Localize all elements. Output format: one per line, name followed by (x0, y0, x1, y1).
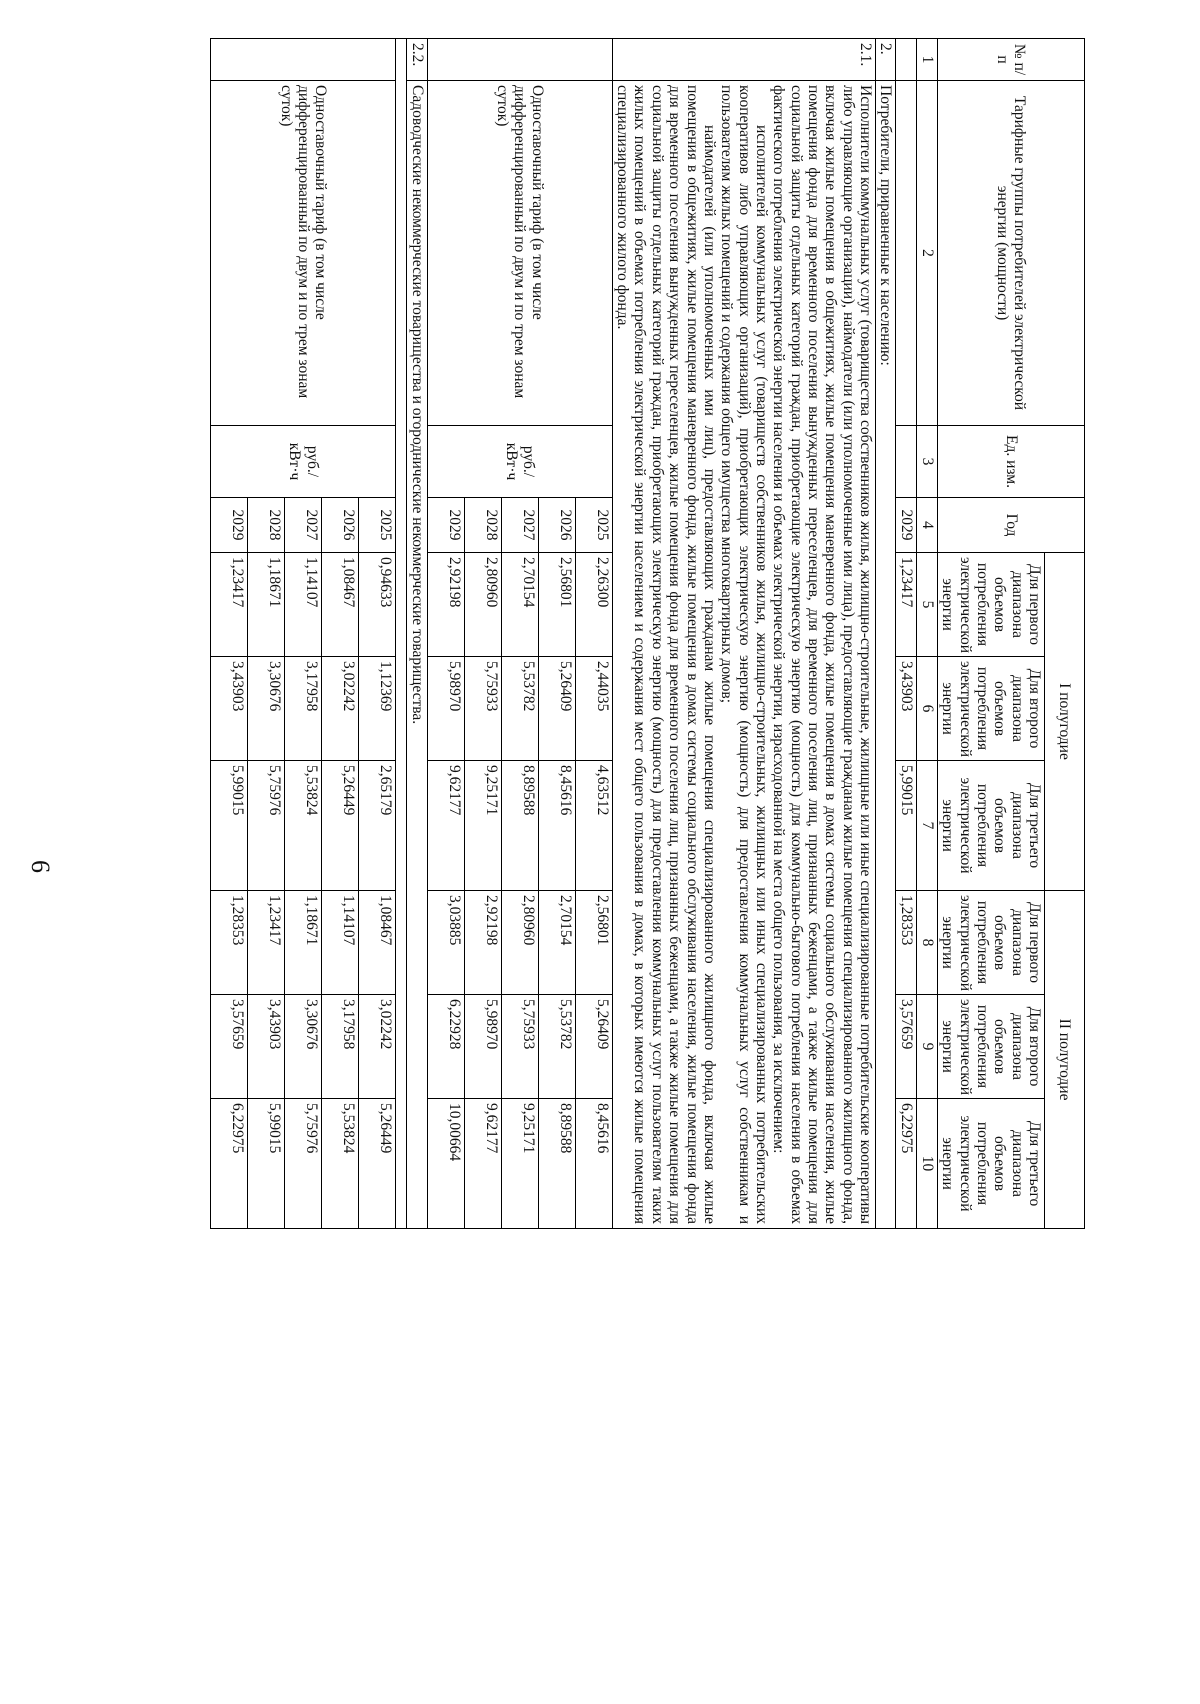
value-cell: 1,23417 (211, 553, 248, 657)
value-cell: 5,26409 (538, 657, 575, 761)
value-cell: 5,53824 (285, 761, 322, 891)
header-h2-range1: Для первого диапазона объемов потребления электрической энергии (937, 891, 1044, 995)
value-cell: 3,43903 (248, 995, 285, 1099)
section-title: Садоводческие некоммерческие товарищества и огороднические некоммерческие товарищества. (407, 81, 427, 1229)
value-cell: 3,43903 (896, 657, 916, 761)
value-cell: 5,53782 (538, 995, 575, 1099)
value-cell: 3,17958 (322, 995, 359, 1099)
value-cell: 5,98970 (427, 657, 464, 761)
blank-margin (359, 1229, 1085, 1649)
value-cell: 3,02242 (322, 657, 359, 761)
value-cell: 2,80960 (501, 891, 538, 995)
value-cell: 2,92198 (464, 891, 501, 995)
value-cell: 5,26449 (359, 1099, 396, 1229)
unit-cell: руб./ кВт·ч (211, 426, 396, 498)
value-cell: 2,65179 (359, 761, 396, 891)
year-cell: 2025 (359, 498, 396, 553)
value-cell: 2,80960 (464, 553, 501, 657)
value-cell: 6,22975 (896, 1099, 916, 1229)
index-cell: 2 (916, 81, 937, 426)
header-half1: I полугодие (1045, 553, 1085, 891)
value-cell: 1,14107 (322, 891, 359, 995)
header-h1-range1: Для первого диапазона объемов потребления электрической энергии (937, 553, 1044, 657)
value-cell: 8,89588 (538, 1099, 575, 1229)
page-number: 6 (26, 860, 55, 873)
header-group: Тарифные группы потребителей электрической энергии (мощности) (937, 81, 1084, 426)
header-h1-range3: Для третьего диапазона объемов потребления электрической энергии (937, 761, 1044, 891)
section-num: 2.1. (612, 39, 875, 81)
unit-cell: руб./ кВт·ч (427, 426, 612, 498)
value-cell: 2,92198 (427, 553, 464, 657)
paragraph: исполнителей коммунальных услуг (товариществ собственников жилья, жилищно-строительных, жилищных или иных специализированных потребительских кооперативов либо управляющих организаций), приобретающих электрическую энергию (мощность) для предоставления коммунальных услуг собственникам и пользователям жилых помещений и содержания общего имущества многоквартирных домов; (718, 85, 770, 1225)
value-cell: 5,26409 (575, 995, 612, 1099)
value-cell: 1,28353 (896, 891, 916, 995)
paragraph: Исполнители коммунальных услуг (товарищества собственников жилья, жилищно-строительные, жилищные или иные специализированные потребительские кооперативы либо управляющие организации), наймодатели (или уполномоченные ими лица), предоставляющие гражданам жилые помещения специализированного жилищного фонда, включая жилые помещения в общежитиях, жилые помещения маневренного фонда, жилые помещения в домах системы социального обслуживания населения, жилые помещения фонда для временного поселения вынужденных переселенцев, для временного поселения лиц, признанных беженцами, а также жилые помещения для социальной защиты отдельных категорий граждан, приобретающие электрическую энергию (мощность) для коммунально-бытового потребления населения в объемах фактического потребления электрической энергии населения и объемах электрической энергии, израсходованной на места общего пользования, за исключением: (770, 85, 875, 1225)
tariff-table-rotated (105, 38, 1085, 1648)
header-h2-range3: Для третьего диапазона объемов потребления электрической энергии (937, 1099, 1044, 1229)
value-cell: 6,22928 (427, 995, 464, 1099)
year-cell: 2029 (211, 498, 248, 553)
value-cell: 1,18671 (285, 891, 322, 995)
header-h1-range2: Для второго диапазона объемов потребления электрической энергии (937, 657, 1044, 761)
section-num: 2. (876, 39, 896, 81)
year-cell: 2026 (322, 498, 359, 553)
value-cell: 5,75933 (501, 995, 538, 1099)
value-cell: 5,99015 (211, 761, 248, 891)
value-cell: 2,56801 (575, 891, 612, 995)
value-cell: 8,89588 (501, 761, 538, 891)
value-cell: 1,23417 (248, 891, 285, 995)
value-cell: 10,00664 (427, 1099, 464, 1229)
section-2-1-description (612, 81, 875, 1229)
value-cell: 3,57659 (896, 995, 916, 1099)
value-cell: 5,26449 (322, 761, 359, 891)
value-cell: 5,98970 (464, 995, 501, 1099)
index-cell: 7 (916, 761, 937, 891)
year-cell: 2029 (427, 498, 464, 553)
value-cell: 4,63512 (575, 761, 612, 891)
tariff-label: Одноставочный тариф (в том числе дифференцированный по двум и по трем зонам суток) (211, 81, 396, 426)
index-cell: 5 (916, 553, 937, 657)
tariff-label: Одноставочный тариф (в том числе дифференцированный по двум и по трем зонам суток) (427, 81, 612, 426)
year-cell: 2029 (896, 498, 916, 553)
year-cell: 2025 (575, 498, 612, 553)
value-cell: 5,53782 (501, 657, 538, 761)
year-cell: 2028 (248, 498, 285, 553)
header-unit: Ед. изм. (937, 426, 1084, 498)
value-cell: 3,17958 (285, 657, 322, 761)
value-cell: 5,99015 (248, 1099, 285, 1229)
header-h2-range2: Для второго диапазона объемов потребления электрической энергии (937, 995, 1044, 1099)
value-cell: 3,30676 (285, 995, 322, 1099)
value-cell: 1,12369 (359, 657, 396, 761)
index-cell: 8 (916, 891, 937, 995)
value-cell: 2,56801 (538, 553, 575, 657)
index-cell: 3 (916, 426, 937, 498)
value-cell: 3,57659 (211, 995, 248, 1099)
value-cell: 5,53824 (322, 1099, 359, 1229)
year-cell: 2026 (538, 498, 575, 553)
year-cell: 2027 (285, 498, 322, 553)
tariff-table (210, 38, 1085, 1649)
value-cell: 2,70154 (538, 891, 575, 995)
index-cell: 9 (916, 995, 937, 1099)
value-cell: 3,43903 (211, 657, 248, 761)
paragraph: наймодателей (или уполномоченных ими лиц), предоставляющих гражданам жилые помещения специализированного жилищного фонда, включая жилые помещения в общежитиях, жилые помещения маневренного фонда, жилые помещения в домах системы социального обслуживания населения, жилые помещения фонда для временного поселения вынужденных переселенцев, жилые помещения фонда для временного поселения лиц, признанных беженцами, а также жилые помещения для социальной защиты отдельных категорий граждан, приобретающих электрическую энергию (мощность) для предоставления коммунальных услуг пользователям таких жилых помещений в объемах потребления электрической энергии населением и содержания мест общего пользования в домах, в которых имеются жилые помещения специализированного жилого фонда. (614, 85, 718, 1225)
value-cell: 3,30676 (248, 657, 285, 761)
value-cell: 5,75933 (464, 657, 501, 761)
value-cell: 9,62177 (427, 761, 464, 891)
index-cell: 10 (916, 1099, 937, 1229)
value-cell: 1,23417 (896, 553, 916, 657)
value-cell: 0,94633 (359, 553, 396, 657)
header-num: № п/п (937, 39, 1084, 81)
value-cell: 2,26300 (575, 553, 612, 657)
value-cell: 9,25171 (501, 1099, 538, 1229)
value-cell: 3,03885 (427, 891, 464, 995)
value-cell: 8,45616 (538, 761, 575, 891)
header-year: Год (937, 498, 1084, 553)
value-cell: 5,99015 (896, 761, 916, 891)
value-cell: 2,44035 (575, 657, 612, 761)
header-half2: II полугодие (1045, 891, 1085, 1229)
year-cell: 2027 (501, 498, 538, 553)
value-cell: 9,25171 (464, 761, 501, 891)
index-cell: 4 (916, 498, 937, 553)
value-cell: 6,22975 (211, 1099, 248, 1229)
value-cell: 3,02242 (359, 995, 396, 1099)
index-cell: 6 (916, 657, 937, 761)
value-cell: 9,62177 (464, 1099, 501, 1229)
value-cell: 1,28353 (211, 891, 248, 995)
value-cell: 5,75976 (285, 1099, 322, 1229)
value-cell: 1,08467 (359, 891, 396, 995)
section-title: Потребители, приравненные к населению: (876, 81, 896, 1229)
value-cell: 2,70154 (501, 553, 538, 657)
index-cell: 1 (916, 39, 937, 81)
value-cell: 1,14107 (285, 553, 322, 657)
value-cell: 5,75976 (248, 761, 285, 891)
value-cell: 1,18671 (248, 553, 285, 657)
section-num: 2.2. (407, 39, 427, 81)
value-cell: 8,45616 (575, 1099, 612, 1229)
value-cell: 1,08467 (322, 553, 359, 657)
year-cell: 2028 (464, 498, 501, 553)
